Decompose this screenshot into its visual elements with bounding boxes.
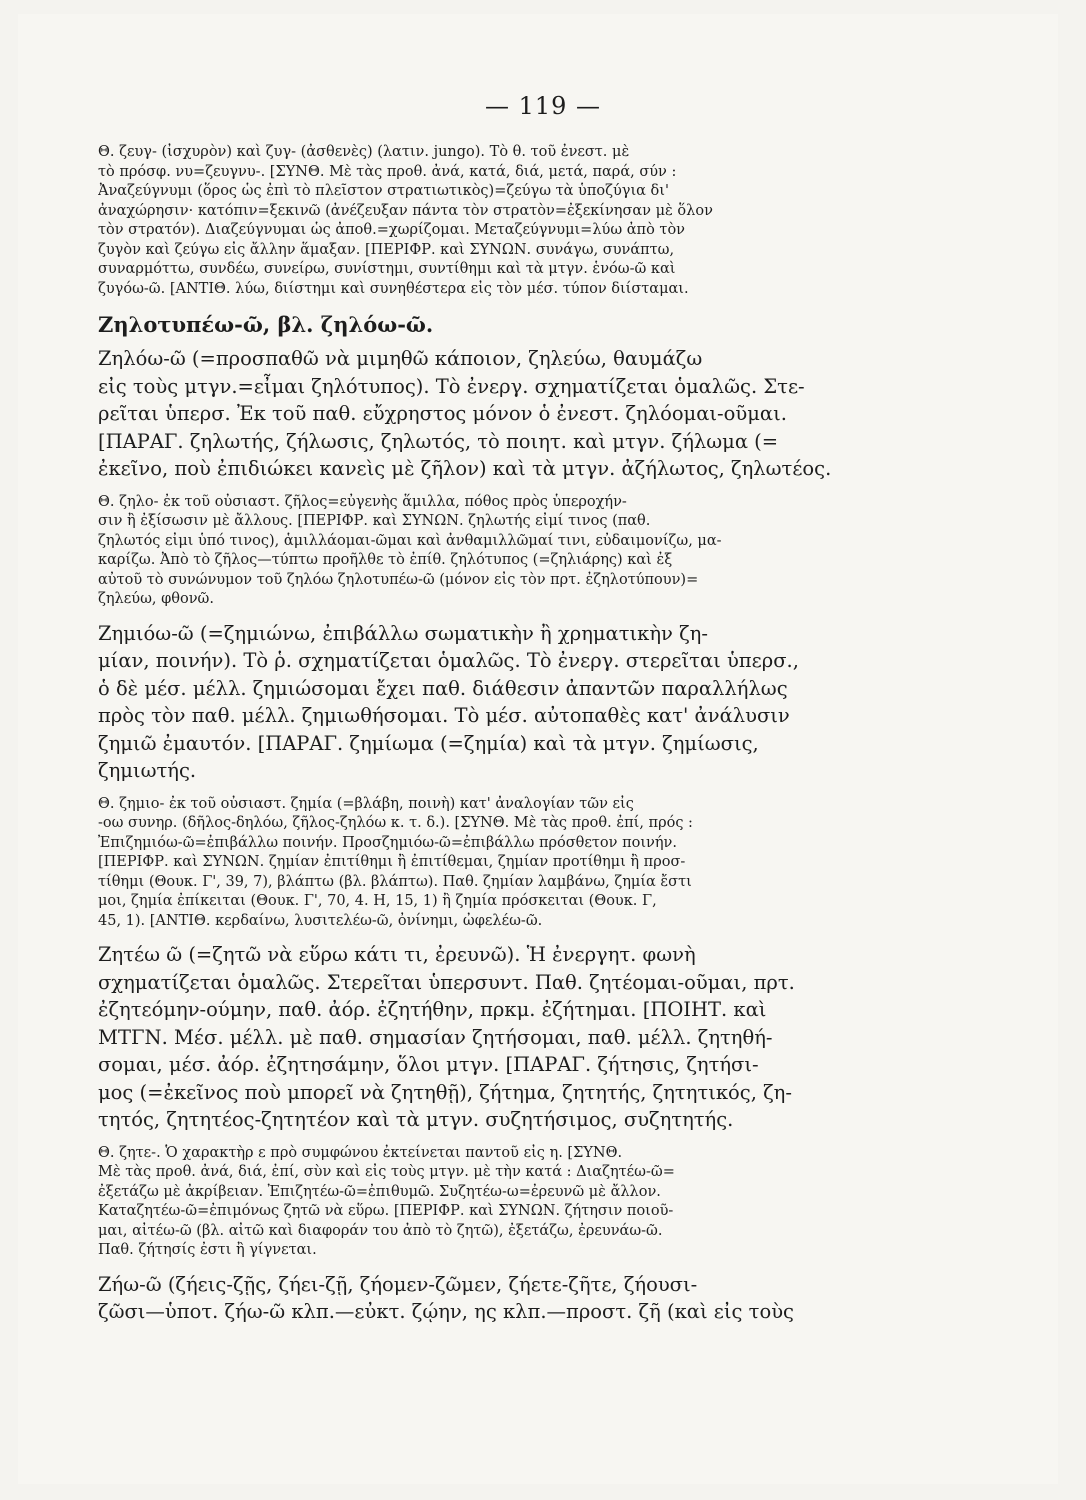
text-line: ζηλεύω, φθονῶ. <box>98 591 214 607</box>
entry-zeteo-etymology <box>98 1144 928 1261</box>
text-line: Θ. ζηλο- ἐκ τοῦ οὐσιαστ. ζῆλος=εὐγενὴς ἅμιλλα, πόθος πρὸς ὑπεροχήν- <box>98 493 627 510</box>
text-line: -οω συνηρ. (δῆλος-δηλόω, ζῆλος-ζηλόω κ. τ. δ.). [ΣΥΝΘ. Μὲ τὰς προθ. ἐπί, πρός : <box>98 815 693 831</box>
text-line: τίθημι (Θουκ. Γ', 39, 7), βλάπτω (βλ. βλάπτω). Παθ. ζημίαν λαμβάνω, ζημία ἔστι <box>98 873 692 890</box>
text-line: μίαν, ποινήν). Τὸ ῥ. σχηματίζεται ὁμαλῶς. Τὸ ἐνεργ. στερεῖται ὑπερσ., <box>98 649 799 672</box>
entry-zao <box>98 1271 928 1326</box>
text-line: Θ. ζητε-. Ὁ χαρακτὴρ ε πρὸ συμφώνου ἐκτείνεται παντοῦ εἰς η. [ΣΥΝΘ. <box>98 1144 623 1161</box>
text-line: σομαι, μέσ. ἀόρ. ἐζητησάμην, ὅλοι μτγν. [ΠΑΡΑΓ. ζήτησις, ζητήσι- <box>98 1053 759 1076</box>
text-line: μοι, ζημία ἐπίκειται (Θουκ. Γ', 70, 4. Η, 15, 1) ἢ ζημία πρόσκειται (Θουκ. Γ, <box>98 893 657 909</box>
text-line: Ζητέω ῶ (=ζητῶ νὰ εὕρω κάτι τι, ἐρευνῶ). Ἡ ἐνεργητ. φωνὴ <box>98 943 696 966</box>
text-line: μαι, αἰτέω-ῶ (βλ. αἰτῶ καὶ διαφοράν του ἀπὸ τὸ ζητῶ), ἐξετάζω, ἐρευνάω-ῶ. <box>98 1222 663 1239</box>
text-line: ὁ δὲ μέσ. μέλλ. ζημιώσομαι ἔχει παθ. διάθεσιν ἀπαντῶν παραλλήλως <box>98 676 788 700</box>
entry-zeloo <box>98 345 928 483</box>
page-number: — 119 — <box>484 92 602 120</box>
text-line: ζυγόω-ῶ. [ΑΝΤΙΘ. λύω, διίστημι καὶ συνηθέστερα εἰς τὸν μέσ. τύπον διίσταμαι. <box>98 280 689 297</box>
text-line: [ΠΕΡΙΦΡ. καὶ ΣΥΝΩΝ. ζημίαν ἐπιτίθημι ἢ ἐπιτίθεμαι, ζημίαν προτίθημι ἢ προσ- <box>98 854 686 870</box>
text-line: σχηματίζεται ὁμαλῶς. Στερεῖται ὑπερσυντ. Παθ. ζητέομαι-οῦμαι, πρτ. <box>98 970 795 994</box>
text-line: Καταζητέω-ῶ=ἐπιμόνως ζητῶ νὰ εὕρω. [ΠΕΡΙΦΡ. καὶ ΣΥΝΩΝ. ζήτησιν ποιοῦ- <box>98 1203 674 1219</box>
entry-zemioo <box>98 620 928 785</box>
text-line: ζυγὸν καὶ ζεύγω εἰς ἄλλην ἅμαξαν. [ΠΕΡΙΦΡ. καὶ ΣΥΝΩΝ. συνάγω, συνάπτω, <box>98 241 675 258</box>
text-line: αὐτοῦ τὸ συνώνυμον τοῦ ζηλόω ζηλοτυπέω-ῶ (μόνον εἰς τὸν πρτ. ἐζηλοτύπουν)= <box>98 571 699 588</box>
text-line: ζῶσι—ὑποτ. ζήω-ῶ κλπ.—εὐκτ. ζῴην, ης κλπ.—προστ. ζῆ (καὶ εἰς τοὺς <box>98 1300 794 1323</box>
text-line: ζηλωτός εἰμι ὑπό τινος), ἁμιλλάομαι-ῶμαι καὶ ἀνθαμιλλῶμαί τινι, εὐδαιμονίζω, μα- <box>98 532 722 549</box>
entry-zemioo-etymology <box>98 795 928 932</box>
text-line: τὸ πρόσφ. νυ=ζευγνυ-. [ΣΥΝΘ. Μὲ τὰς προθ. ἀνά, κατά, διά, μετά, παρά, σύν : <box>98 163 677 180</box>
page-content <box>98 143 928 1336</box>
entry-zeloo-etymology <box>98 493 928 610</box>
text-line: τητός, ζητητέος-ζητητέον καὶ τὰ μτγν. συζητήσιμος, συζητητής. <box>98 1108 734 1131</box>
text-line: Ἀναζεύγνυμι (ὅρος ὡς ἐπὶ τὸ πλεῖστον στρατιωτικὸς)=ζεύγω τὰ ὑποζύγια δι' <box>98 183 669 199</box>
entry-zelotypeo <box>98 309 928 341</box>
text-line: 45, 1). [ΑΝΤΙΘ. κερδαίνω, λυσιτελέω-ῶ, ὀνίνημι, ὠφελέω-ῶ. <box>98 912 543 929</box>
text-line: Θ. ζημιο- ἐκ τοῦ οὐσιαστ. ζημία (=βλάβη, ποινὴ) κατ' ἀναλογίαν τῶν εἰς <box>98 795 634 812</box>
text-line: σιν ἢ ἐξίσωσιν μὲ ἄλλους. [ΠΕΡΙΦΡ. καὶ ΣΥΝΩΝ. ζηλωτής εἰμί τινος (παθ. <box>98 513 651 529</box>
text-line: ἐξετάζω μὲ ἀκρίβειαν. Ἐπιζητέω-ῶ=ἐπιθυμῶ. Συζητέω-ω=ἐρευνῶ μὲ ἄλλον. <box>98 1183 661 1200</box>
entry-zeugnymi-etymology <box>98 143 928 299</box>
text-line: μος (=ἐκεῖνος ποὺ μπορεῖ νὰ ζητηθῇ), ζήτημα, ζητητής, ζητητικός, ζη- <box>98 1080 792 1104</box>
text-line: Ζήω-ῶ (ζήεις-ζῇς, ζήει-ζῇ, ζήομεν-ζῶμεν, ζήετε-ζῆτε, ζήουσι- <box>98 1272 698 1296</box>
entry-zeteo <box>98 941 928 1134</box>
text-line: καρίζω. Ἀπὸ τὸ ζῆλος—τύπτω προῆλθε τὸ ἐπίθ. ζηλότυπος (=ζηλιάρης) καὶ ἐξ <box>98 552 673 568</box>
text-line: Παθ. ζήτησίς ἐστι ἢ γίγνεται. <box>98 1242 317 1258</box>
text-line: ζημιῶ ἐμαυτόν. [ΠΑΡΑΓ. ζημίωμα (=ζημία) καὶ τὰ μτγν. ζημίωσις, <box>98 731 759 755</box>
headword-line: Ζηλοτυπέω-ῶ, βλ. ζηλόω-ῶ. <box>98 312 434 337</box>
text-line: ἀναχώρησιν· κατόπιν=ξεκινῶ (ἀνέζευξαν πάντα τὸν στρατὸν=ἐξεκίνησαν μὲ ὅλον <box>98 202 713 219</box>
text-line: ζημιωτής. <box>98 759 197 782</box>
text-line: ἐκεῖνο, ποὺ ἐπιδιώκει κανεὶς μὲ ζῆλον) καὶ τὰ μτγν. ἀζήλωτος, ζηλωτέος. <box>98 457 832 480</box>
text-line: [ΠΑΡΑΓ. ζηλωτής, ζήλωσις, ζηλωτός, τὸ ποιητ. καὶ μτγν. ζήλωμα (= <box>98 429 779 453</box>
text-line: ἐζητεόμην-ούμην, παθ. ἀόρ. ἐζητήθην, πρκμ. ἐζήτημαι. [ΠΟΙΗΤ. καὶ <box>98 998 767 1021</box>
text-line: Θ. ζευγ- (ἰσχυρὸν) καὶ ζυγ- (ἀσθενὲς) (λατιν. jungo). Τὸ θ. τοῦ ἐνεστ. μὲ <box>98 144 630 160</box>
text-line: πρὸς τὸν παθ. μέλλ. ζημιωθήσομαι. Τὸ μέσ. αὐτοπαθὲς κατ' ἀνάλυσιν <box>98 704 790 727</box>
text-line: συναρμόττω, συνδέω, συνείρω, συνίστημι, συντίθημι καὶ τὰ μτγν. ἑνόω-ῶ καὶ <box>98 261 676 277</box>
text-line: Μὲ τὰς προθ. ἀνά, διά, ἐπί, σὺν καὶ εἰς τοὺς μτγν. μὲ τὴν κατά : Διαζητέω-ῶ= <box>98 1164 675 1180</box>
text-line: τὸν στρατόν). Διαζεύγνυμαι ὡς ἀποθ.=χωρίζομαι. Μεταζεύγνυμι=λύω ἀπὸ τὸν <box>98 222 685 238</box>
text-line: Ζηλόω-ῶ (=προσπαθῶ νὰ μιμηθῶ κάποιον, ζηλεύω, θαυμάζω <box>98 347 703 370</box>
text-line: Ζημιόω-ῶ (=ζημιώνω, ἐπιβάλλω σωματικὴν ἢ χρηματικὴν ζη- <box>98 621 708 645</box>
text-line: ρεῖται ὑπερσ. Ἐκ τοῦ παθ. εὔχρηστος μόνον ὁ ἐνεστ. ζηλόομαι-οῦμαι. <box>98 402 787 425</box>
text-line: ΜΤΓΝ. Μέσ. μέλλ. μὲ παθ. σημασίαν ζητήσομαι, παθ. μέλλ. ζητηθή- <box>98 1025 773 1049</box>
text-line: Ἐπιζημιόω-ῶ=ἐπιβάλλω ποινήν. Προσζημιόω-ῶ=ἐπιβάλλω πρόσθετον ποινήν. <box>98 834 677 851</box>
text-line: εἰς τοὺς μτγν.=εἶμαι ζηλότυπος). Τὸ ἐνεργ. σχηματίζεται ὁμαλῶς. Στε- <box>98 374 805 398</box>
